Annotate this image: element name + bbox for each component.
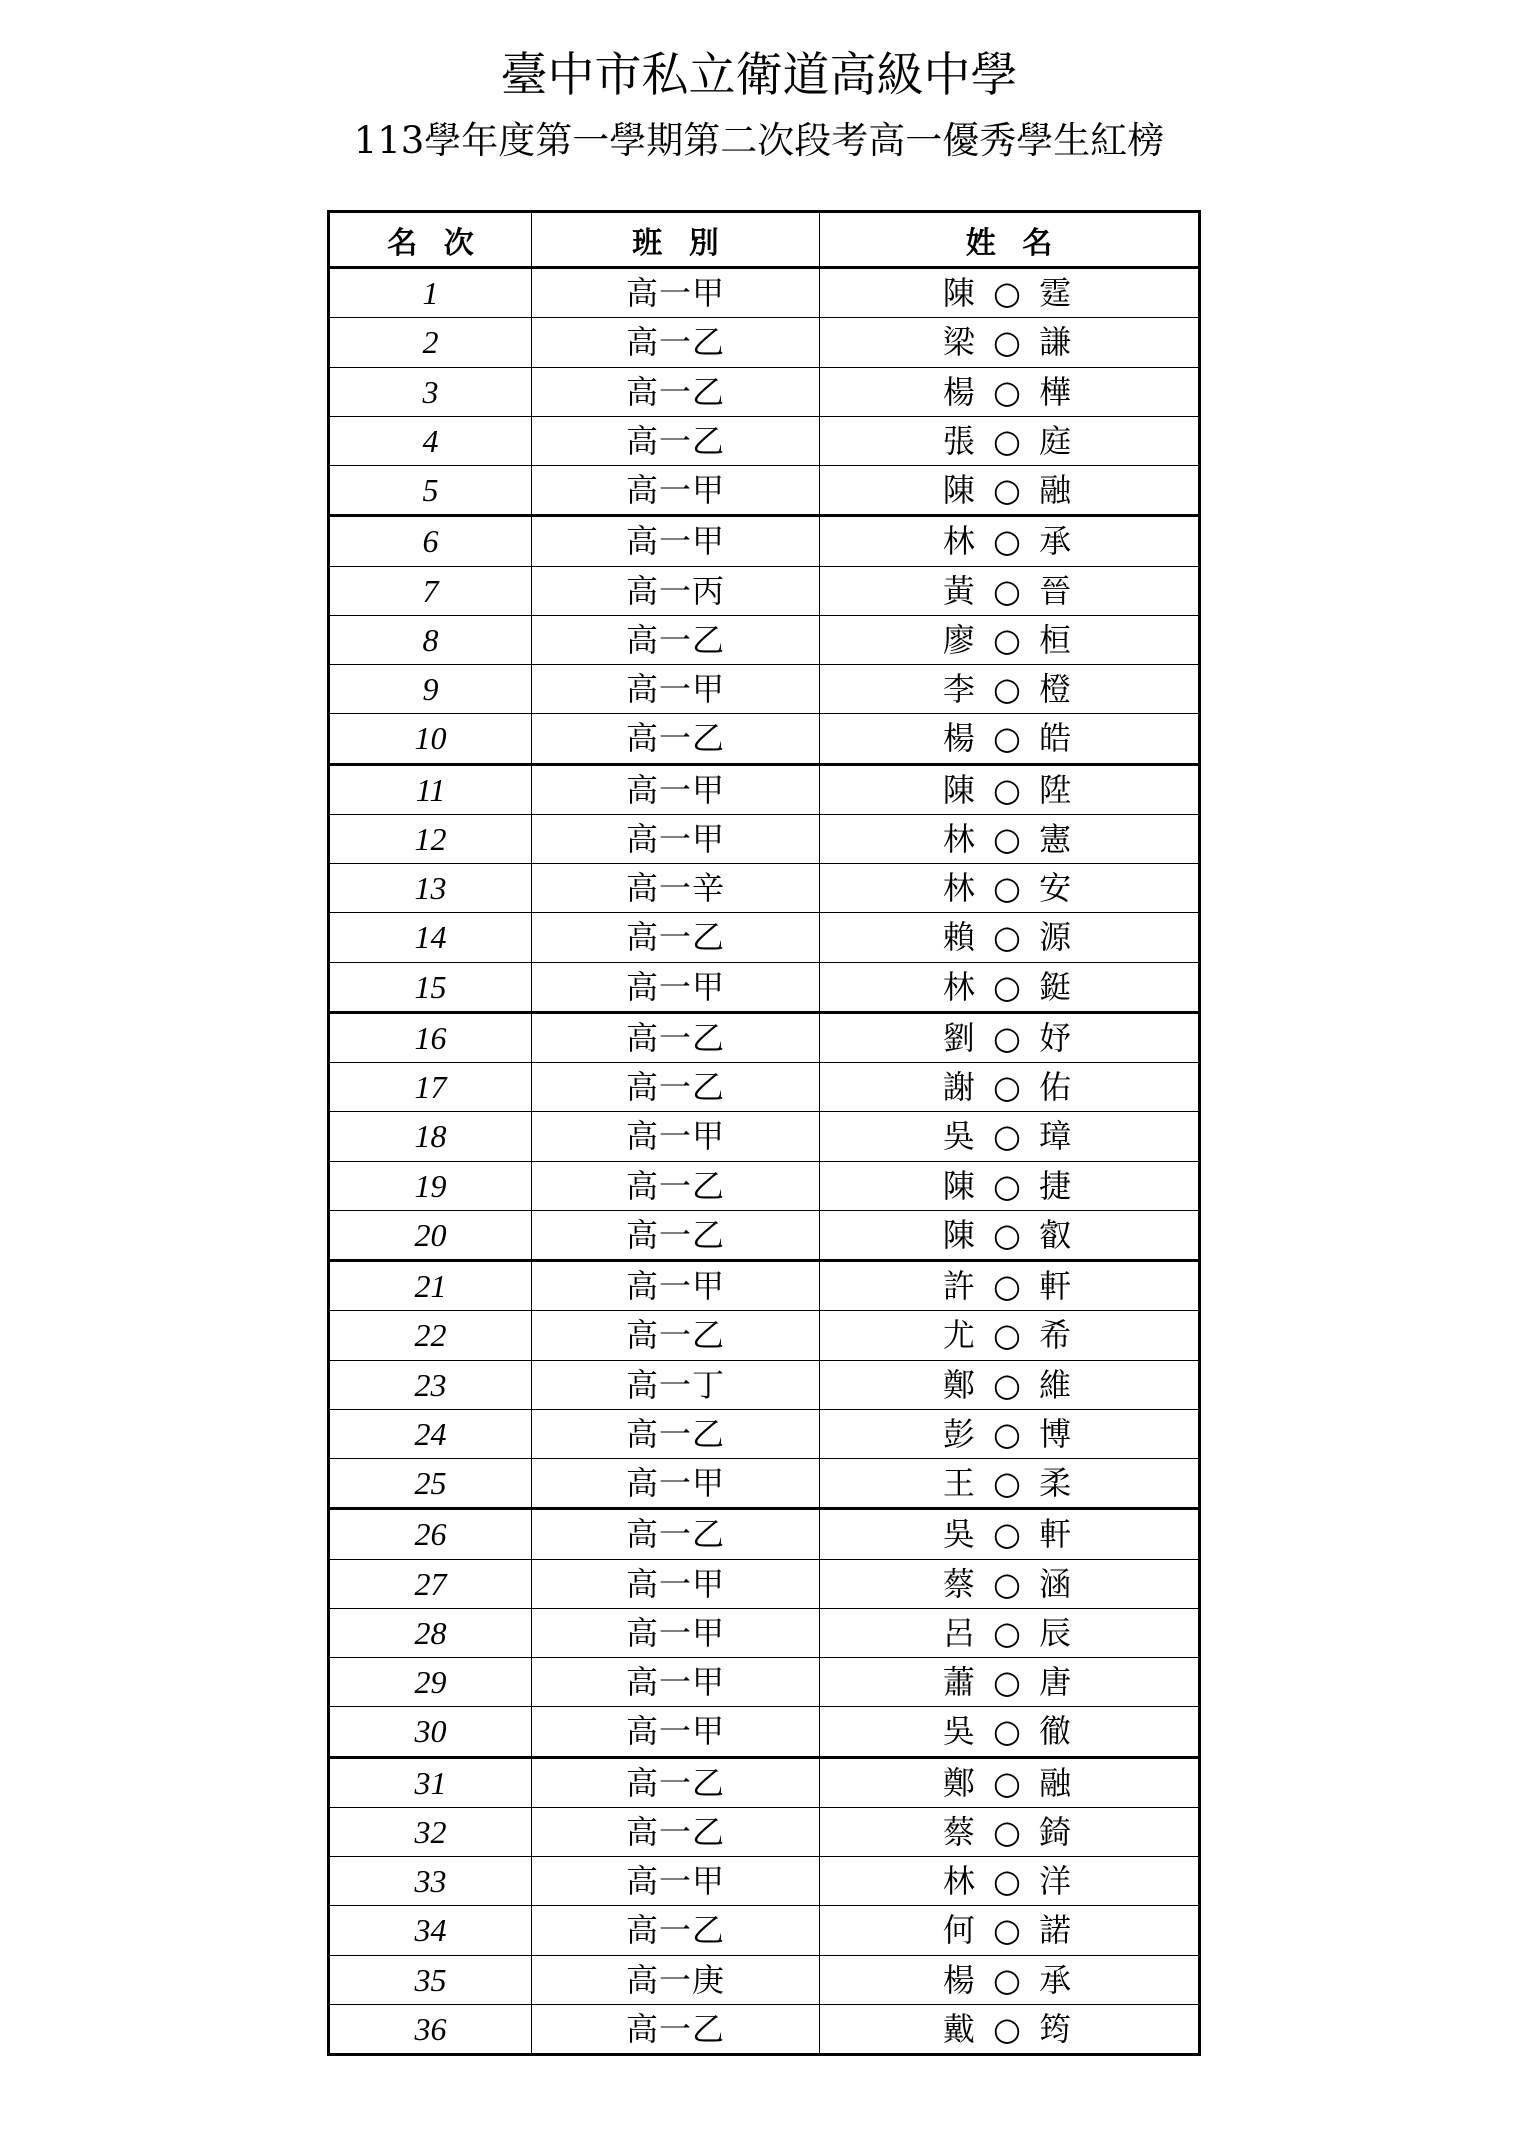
class-cell: 高一甲 (532, 1857, 820, 1906)
honor-roll-table (327, 210, 1201, 2056)
table-row (329, 1906, 1200, 1955)
name-cell: 蔡 ○ 錡 (820, 1807, 1200, 1856)
class-cell: 高一乙 (532, 416, 820, 465)
class-cell: 高一乙 (532, 1757, 820, 1807)
table-row (329, 2004, 1200, 2054)
table-row (329, 1955, 1200, 2004)
name-cell: 林 ○ 承 (820, 516, 1200, 566)
table-row (329, 1459, 1200, 1509)
name-cell: 林 ○ 憲 (820, 814, 1200, 863)
rank-cell: 25 (329, 1459, 532, 1509)
name-cell: 劉 ○ 妤 (820, 1012, 1200, 1062)
rank-cell: 10 (329, 714, 532, 764)
name-cell: 謝 ○ 佑 (820, 1063, 1200, 1112)
table-row (329, 1012, 1200, 1062)
rank-cell: 13 (329, 864, 532, 913)
table-row (329, 1161, 1200, 1210)
class-cell: 高一甲 (532, 665, 820, 714)
rank-cell: 1 (329, 268, 532, 318)
class-cell: 高一乙 (532, 913, 820, 962)
rank-cell: 3 (329, 367, 532, 416)
class-cell: 高一乙 (532, 615, 820, 664)
name-cell: 李 ○ 橙 (820, 665, 1200, 714)
table-body (329, 268, 1200, 2055)
rank-cell: 4 (329, 416, 532, 465)
name-cell: 林 ○ 洋 (820, 1857, 1200, 1906)
class-cell: 高一丙 (532, 566, 820, 615)
class-cell: 高一乙 (532, 367, 820, 416)
class-cell: 高一甲 (532, 814, 820, 863)
rank-cell: 14 (329, 913, 532, 962)
class-cell: 高一甲 (532, 1559, 820, 1608)
class-cell: 高一甲 (532, 962, 820, 1012)
name-cell: 鄭 ○ 融 (820, 1757, 1200, 1807)
name-cell: 許 ○ 軒 (820, 1261, 1200, 1311)
class-cell: 高一甲 (532, 516, 820, 566)
name-cell: 梁 ○ 謙 (820, 318, 1200, 367)
table-row (329, 1608, 1200, 1657)
table-row (329, 416, 1200, 465)
class-cell: 高一乙 (532, 1012, 820, 1062)
name-cell: 陳 ○ 融 (820, 466, 1200, 516)
rank-cell: 7 (329, 566, 532, 615)
name-cell: 林 ○ 鋌 (820, 962, 1200, 1012)
rank-cell: 23 (329, 1360, 532, 1409)
class-cell: 高一乙 (532, 714, 820, 764)
name-cell: 楊 ○ 皓 (820, 714, 1200, 764)
table-row (329, 1658, 1200, 1707)
rank-cell: 17 (329, 1063, 532, 1112)
rank-cell: 11 (329, 764, 532, 814)
table-row (329, 318, 1200, 367)
rank-cell: 34 (329, 1906, 532, 1955)
class-cell: 高一甲 (532, 764, 820, 814)
class-cell: 高一甲 (532, 1658, 820, 1707)
table-row (329, 1807, 1200, 1856)
rank-cell: 12 (329, 814, 532, 863)
rank-cell: 22 (329, 1311, 532, 1360)
class-cell: 高一甲 (532, 1261, 820, 1311)
name-cell: 蔡 ○ 涵 (820, 1559, 1200, 1608)
table-row (329, 516, 1200, 566)
rank-cell: 36 (329, 2004, 532, 2054)
rank-cell: 24 (329, 1409, 532, 1458)
header-rank: 名 次 (329, 212, 532, 268)
class-cell: 高一乙 (532, 1063, 820, 1112)
table-row (329, 1210, 1200, 1260)
header-row (329, 212, 1200, 268)
name-cell: 張 ○ 庭 (820, 416, 1200, 465)
rank-cell: 8 (329, 615, 532, 664)
class-cell: 高一乙 (532, 2004, 820, 2054)
name-cell: 陳 ○ 叡 (820, 1210, 1200, 1260)
table-row (329, 1063, 1200, 1112)
name-cell: 吳 ○ 璋 (820, 1112, 1200, 1161)
rank-cell: 19 (329, 1161, 532, 1210)
table-row (329, 1857, 1200, 1906)
class-cell: 高一甲 (532, 268, 820, 318)
class-cell: 高一乙 (532, 1409, 820, 1458)
rank-cell: 28 (329, 1608, 532, 1657)
rank-cell: 33 (329, 1857, 532, 1906)
rank-cell: 2 (329, 318, 532, 367)
rank-cell: 30 (329, 1707, 532, 1757)
name-cell: 賴 ○ 源 (820, 913, 1200, 962)
name-cell: 彭 ○ 博 (820, 1409, 1200, 1458)
rank-cell: 26 (329, 1509, 532, 1559)
table-row (329, 566, 1200, 615)
name-cell: 楊 ○ 樺 (820, 367, 1200, 416)
name-cell: 蕭 ○ 唐 (820, 1658, 1200, 1707)
name-cell: 尤 ○ 希 (820, 1311, 1200, 1360)
name-cell: 黃 ○ 晉 (820, 566, 1200, 615)
table-row (329, 962, 1200, 1012)
name-cell: 廖 ○ 桓 (820, 615, 1200, 664)
class-cell: 高一庚 (532, 1955, 820, 2004)
table-row (329, 466, 1200, 516)
name-cell: 陳 ○ 陞 (820, 764, 1200, 814)
rank-cell: 21 (329, 1261, 532, 1311)
table-row (329, 1409, 1200, 1458)
class-cell: 高一丁 (532, 1360, 820, 1409)
class-cell: 高一辛 (532, 864, 820, 913)
name-cell: 陳 ○ 捷 (820, 1161, 1200, 1210)
table-header (329, 212, 1200, 268)
document-subtitle: 113學年度第一學期第二次段考高一優秀學生紅榜 (353, 119, 1165, 162)
rank-cell: 16 (329, 1012, 532, 1062)
name-cell: 吳 ○ 軒 (820, 1509, 1200, 1559)
class-cell: 高一乙 (532, 1161, 820, 1210)
class-cell: 高一甲 (532, 466, 820, 516)
table-row (329, 814, 1200, 863)
rank-cell: 20 (329, 1210, 532, 1260)
name-cell: 林 ○ 安 (820, 864, 1200, 913)
class-cell: 高一乙 (532, 1807, 820, 1856)
rank-cell: 31 (329, 1757, 532, 1807)
table-row (329, 1707, 1200, 1757)
table-row (329, 1757, 1200, 1807)
table-row (329, 864, 1200, 913)
table-row (329, 714, 1200, 764)
class-cell: 高一甲 (532, 1459, 820, 1509)
name-cell: 楊 ○ 承 (820, 1955, 1200, 2004)
class-cell: 高一甲 (532, 1112, 820, 1161)
table-row (329, 1311, 1200, 1360)
class-cell: 高一乙 (532, 318, 820, 367)
class-cell: 高一甲 (532, 1608, 820, 1657)
class-cell: 高一乙 (532, 1509, 820, 1559)
rank-cell: 9 (329, 665, 532, 714)
rank-cell: 18 (329, 1112, 532, 1161)
name-cell: 陳 ○ 霆 (820, 268, 1200, 318)
rank-cell: 6 (329, 516, 532, 566)
table-row (329, 367, 1200, 416)
rank-cell: 15 (329, 962, 532, 1012)
class-cell: 高一乙 (532, 1906, 820, 1955)
name-cell: 王 ○ 柔 (820, 1459, 1200, 1509)
rank-cell: 27 (329, 1559, 532, 1608)
table-row (329, 1509, 1200, 1559)
table-row (329, 615, 1200, 664)
class-cell: 高一甲 (532, 1707, 820, 1757)
rank-cell: 29 (329, 1658, 532, 1707)
name-cell: 呂 ○ 辰 (820, 1608, 1200, 1657)
table-row (329, 764, 1200, 814)
header-name: 姓 名 (820, 212, 1200, 268)
rank-cell: 5 (329, 466, 532, 516)
table-row (329, 1261, 1200, 1311)
class-cell: 高一乙 (532, 1311, 820, 1360)
table-row (329, 1112, 1200, 1161)
name-cell: 吳 ○ 徹 (820, 1707, 1200, 1757)
rank-cell: 35 (329, 1955, 532, 2004)
name-cell: 鄭 ○ 維 (820, 1360, 1200, 1409)
class-cell: 高一乙 (532, 1210, 820, 1260)
table-row (329, 268, 1200, 318)
table-row (329, 1559, 1200, 1608)
document-title: 臺中市私立衛道高級中學 (500, 48, 1018, 103)
table-row (329, 913, 1200, 962)
table-row (329, 1360, 1200, 1409)
name-cell: 戴 ○ 筠 (820, 2004, 1200, 2054)
table-row (329, 665, 1200, 714)
rank-cell: 32 (329, 1807, 532, 1856)
header-class: 班 別 (532, 212, 820, 268)
name-cell: 何 ○ 諾 (820, 1906, 1200, 1955)
